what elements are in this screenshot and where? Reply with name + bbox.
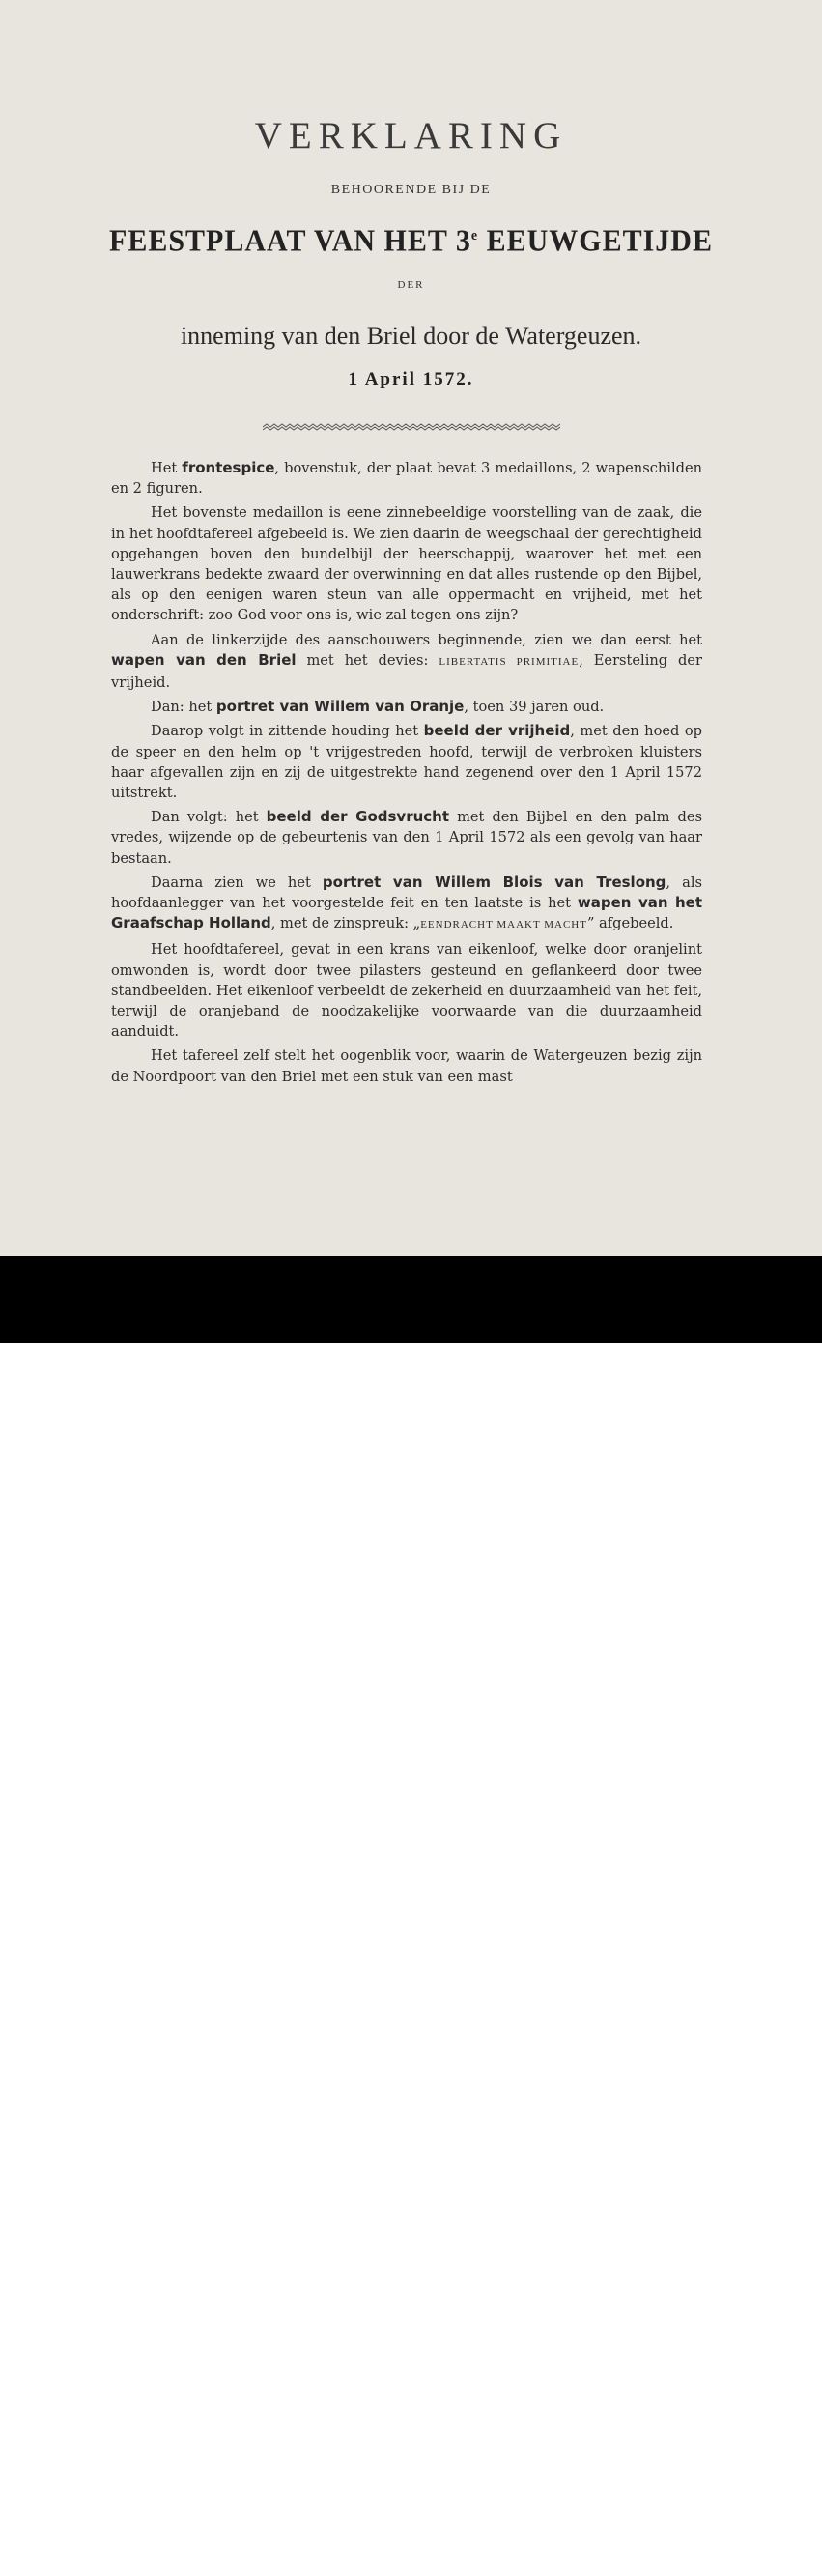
paragraph-6	[111, 807, 702, 869]
bold-term: beeld der vrijheid	[423, 722, 571, 740]
subtitle-heading-end: EEUWGETIJDE	[478, 224, 713, 258]
text: , bovenstuk, der plaat bevat 3 medaillons, 2 wapenschilden en 2 figuren.	[111, 460, 702, 498]
paragraph-4	[111, 697, 702, 717]
subtitle-event: inneming van den Briel door de Watergeuzen.	[180, 322, 642, 350]
text: , toen 39 jaren oud.	[464, 699, 605, 716]
text: , Eersteling der vrijheid.	[111, 651, 702, 692]
wavy-divider	[263, 421, 560, 433]
subtitle-heading-text: FEESTPLAAT VAN HET 3	[109, 224, 471, 258]
text: met den Bijbel en den palm des vredes, wijzende op de gebeurtenis van den 1 April 1572 als een gevolg van haar bestaan.	[111, 809, 702, 867]
paragraph-3	[111, 630, 702, 694]
paragraph-2	[111, 502, 702, 625]
text: ” afgebeeld.	[586, 915, 674, 932]
bold-term: wapen van het Graafschap Holland	[111, 894, 702, 932]
text: Het	[151, 460, 183, 476]
bold-term: beeld der Godsvrucht	[266, 808, 450, 826]
subtitle-superscript: e	[470, 228, 479, 244]
image-id: 2G40HH6	[727, 2518, 799, 2533]
bold-term: frontespice	[182, 459, 275, 476]
document-page	[0, 0, 822, 1256]
motto-text: LIBERTATIS PRIMITIAE	[439, 655, 580, 668]
bold-term: portret van Willem Blois van Treslong	[322, 873, 666, 891]
paragraph-7	[111, 873, 702, 936]
event-date: 1 April 1572.	[348, 369, 474, 389]
text: , met den hoed op de speer en den helm op 't vrijgestreden hoofd, terwijl de verbroken kluisters haar afgevallen zijn en zij de uitgestrekte hand zegenend over den 1 April 1572 uitstrekt.	[111, 723, 702, 802]
bold-term: portret van Willem van Oranje	[215, 698, 465, 716]
paragraph-9	[111, 1045, 702, 1086]
text: Aan de linkerzijde des aanschouwers beginnende, zien we dan eerst het	[151, 631, 702, 648]
text: Het bovenste medaillon is eene zinnebeeldige voorstelling van de zaak, die in het hoofdtafereel afgebeeld is. We zien daarin de weegschaal der gerechtigheid opgehangen boven den bundelbijl der heerschappij, waarover het met een lauwerkrans bedekte zwaard der overwinning en dat alles rustende op den Bijbel, als op den eenigen waren steun van alle oppermacht en vrijheid, met het onderschrift: zoo God voor ons is, wie zal tegen ons zijn?	[111, 504, 702, 624]
paragraph-8	[111, 939, 702, 1042]
text: Dan volgt: het	[151, 809, 267, 826]
motto-text: EENDRACHT MAAKT MACHT	[420, 919, 587, 931]
text: Het hoofdtafereel, gevat in een krans van eikenloof, welke door oranjelint omwonden is, wordt door twee pilasters gesteund en geflankeerd door twee standbeelden. Het eikenloof verbeeldt de zekerheid en duurzaamheid van het feit, terwijl de oranjeband de noodzakelijke voorwaarde van die duurzaamheid aanduidt.	[111, 941, 702, 1041]
document-body	[111, 458, 702, 1091]
watermark-bar	[0, 1256, 822, 2576]
document-title: VERKLARING	[254, 115, 568, 157]
text: , met de zinspreuk: „	[270, 915, 421, 932]
text: Daarop volgt in zittende houding het	[151, 723, 424, 740]
brand-logo: alamy	[46, 2528, 154, 2566]
paragraph-1	[111, 458, 702, 499]
text: met het devies:	[296, 651, 439, 669]
bold-term: wapen van den Briel	[111, 650, 297, 669]
text: Dan: het	[151, 699, 216, 716]
subtitle-line: BEHOORENDE BIJ DE	[330, 183, 492, 197]
site-url: www.alamy.com	[675, 2561, 799, 2576]
subtitle-heading	[0, 224, 822, 259]
text: Daarna zien we het	[151, 873, 323, 891]
text: , als hoofdaanlegger van het voorgestelde feit en ten laatste is het	[111, 873, 702, 912]
paragraph-5	[111, 721, 702, 803]
subtitle-connector: DER	[397, 279, 425, 291]
text: Het tafereel zelf stelt het oogenblik voor, waarin de Watergeuzen bezig zijn de Noordpoort van den Briel met een stuk van een mast	[111, 1047, 702, 1085]
